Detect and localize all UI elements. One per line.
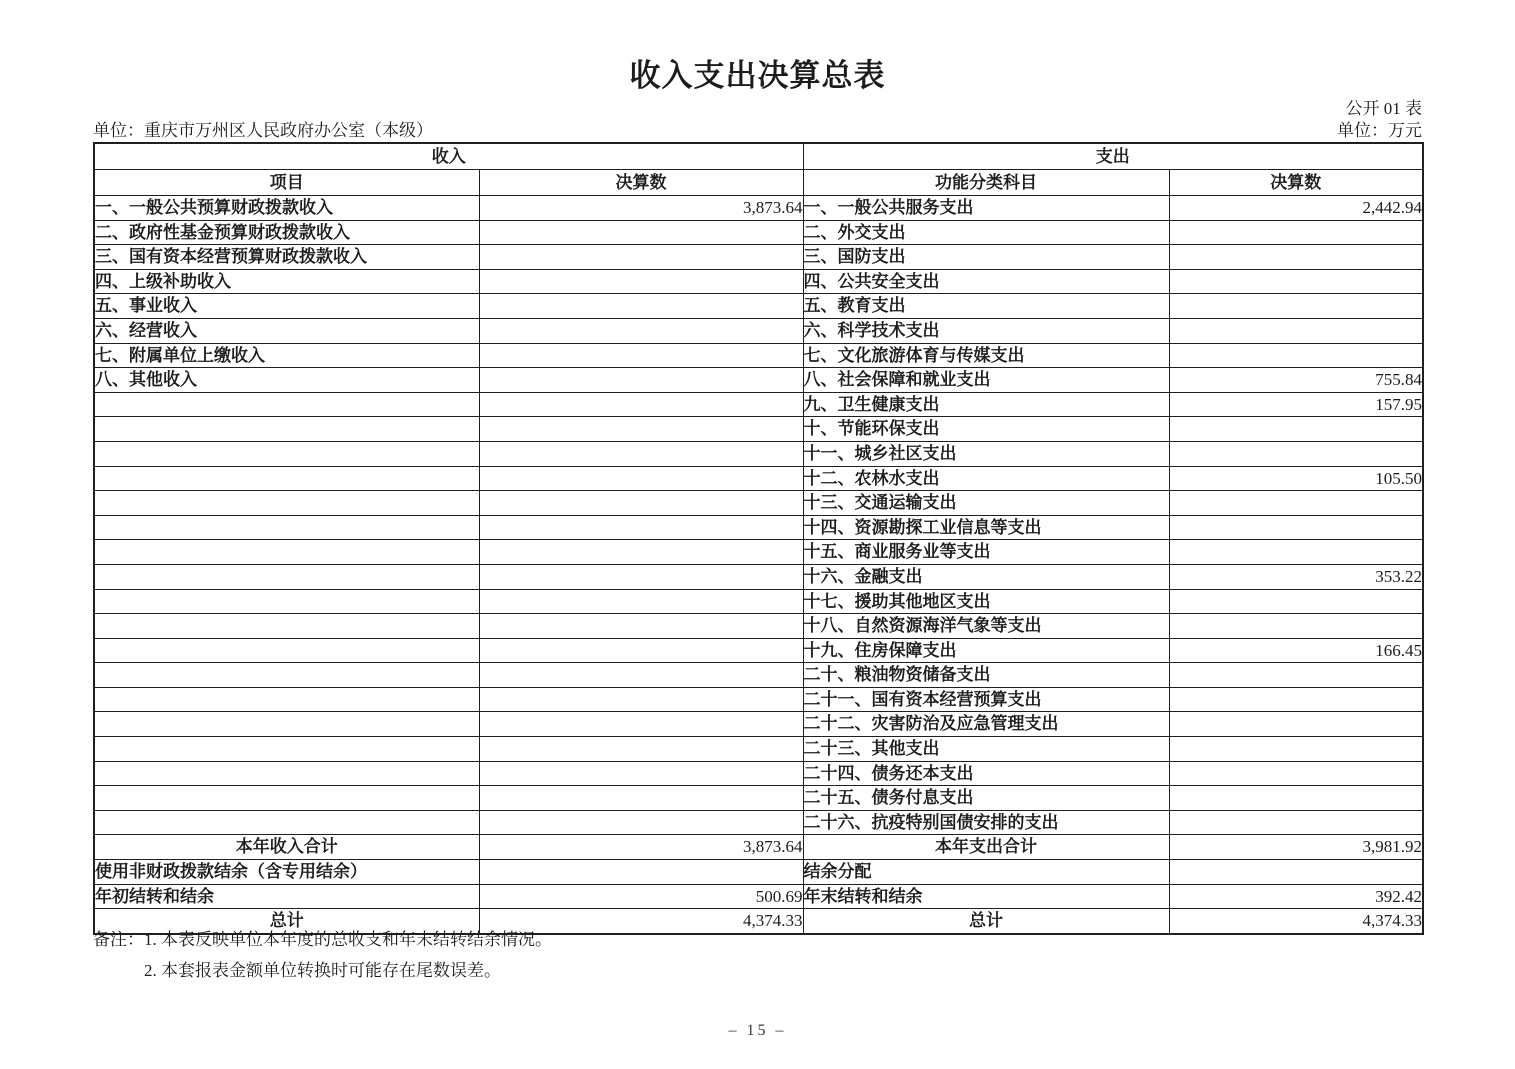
expense-item-value: [1169, 318, 1423, 343]
income-item-value: [479, 515, 803, 540]
expense-item-value: [1169, 786, 1423, 811]
expense-item-label: 二十一、国有资本经营预算支出: [803, 687, 1169, 712]
income-item-value: [479, 687, 803, 712]
table-row: [94, 860, 1423, 885]
income-item-label: [94, 564, 479, 589]
income-item-value: [479, 466, 803, 491]
table-row: [94, 417, 1423, 442]
notes-block: [93, 925, 552, 986]
income-item-label: [94, 441, 479, 466]
table-row: [94, 466, 1423, 491]
expense-section-header: 支出: [803, 143, 1423, 170]
income-item-value: [479, 269, 803, 294]
table-row: [94, 786, 1423, 811]
expense-item-label: 十一、城乡社区支出: [803, 441, 1169, 466]
income-item-label: 七、附属单位上缴收入: [94, 343, 479, 368]
expense-item-value: [1169, 589, 1423, 614]
expense-item-value: [1169, 417, 1423, 442]
income-section-header: 收入: [94, 143, 803, 170]
table-row: [94, 343, 1423, 368]
expense-item-label: 十八、自然资源海洋气象等支出: [803, 614, 1169, 639]
table-row: [94, 810, 1423, 835]
income-item-value: [479, 860, 803, 885]
income-item-label: [94, 663, 479, 688]
table-row: [94, 245, 1423, 270]
table-row: [94, 687, 1423, 712]
expense-item-value: [1169, 860, 1423, 885]
income-item-value: 3,873.64: [479, 835, 803, 860]
expense-item-label: 二十二、灾害防治及应急管理支出: [803, 712, 1169, 737]
income-item-value: 3,873.64: [479, 196, 803, 221]
expense-item-value: 3,981.92: [1169, 835, 1423, 860]
table-row: [94, 196, 1423, 221]
table-row: [94, 638, 1423, 663]
expense-item-value: [1169, 614, 1423, 639]
expense-item-label: 四、公共安全支出: [803, 269, 1169, 294]
table-row: [94, 441, 1423, 466]
income-item-value: [479, 589, 803, 614]
expense-item-value: [1169, 663, 1423, 688]
expense-item-value: 755.84: [1169, 368, 1423, 393]
expense-item-label: 二十、粮油物资储备支出: [803, 663, 1169, 688]
income-item-label: 三、国有资本经营预算财政拨款收入: [94, 245, 479, 270]
expense-item-value: 166.45: [1169, 638, 1423, 663]
table-code: 公开 01 表: [1345, 99, 1422, 118]
income-item-value: 500.69: [479, 884, 803, 909]
income-item-label: [94, 491, 479, 516]
income-item-value: [479, 638, 803, 663]
income-item-label: [94, 712, 479, 737]
income-item-label: 八、其他收入: [94, 368, 479, 393]
expense-item-value: [1169, 441, 1423, 466]
expense-item-label: 十二、农林水支出: [803, 466, 1169, 491]
table-row: [94, 318, 1423, 343]
column-header-row: [94, 170, 1423, 196]
expense-item-value: 4,374.33: [1169, 909, 1423, 934]
income-item-value: [479, 663, 803, 688]
expense-item-value: [1169, 761, 1423, 786]
income-item-value: [479, 737, 803, 762]
expense-item-label: 二十三、其他支出: [803, 737, 1169, 762]
income-item-label: 二、政府性基金预算财政拨款收入: [94, 220, 479, 245]
income-item-label: [94, 466, 479, 491]
income-item-label: 年初结转和结余: [94, 884, 479, 909]
table-row: [94, 294, 1423, 319]
section-header-row: [94, 143, 1423, 170]
note-line-2: 2. 本套报表金额单位转换时可能存在尾数误差。: [144, 960, 501, 980]
expense-item-label: 十三、交通运输支出: [803, 491, 1169, 516]
expense-item-label: 三、国防支出: [803, 245, 1169, 270]
expense-item-value: [1169, 269, 1423, 294]
income-item-label: 六、经营收入: [94, 318, 479, 343]
meta-row: [93, 116, 1422, 141]
table-row: [94, 491, 1423, 516]
income-item-value: [479, 368, 803, 393]
expense-item-value: 392.42: [1169, 884, 1423, 909]
expense-item-value: [1169, 245, 1423, 270]
expense-item-label: 二十四、债务还本支出: [803, 761, 1169, 786]
table-row: [94, 564, 1423, 589]
expense-item-label: 十六、金融支出: [803, 564, 1169, 589]
expense-item-value: 157.95: [1169, 392, 1423, 417]
income-item-value: [479, 491, 803, 516]
expense-item-label: 十九、住房保障支出: [803, 638, 1169, 663]
budget-table: [93, 142, 1424, 935]
col-header-function: 功能分类科目: [803, 170, 1169, 196]
income-item-label: [94, 392, 479, 417]
expense-item-value: [1169, 712, 1423, 737]
expense-item-value: [1169, 220, 1423, 245]
expense-item-value: [1169, 810, 1423, 835]
income-item-value: [479, 220, 803, 245]
currency-unit: 单位：万元: [1337, 121, 1422, 140]
expense-item-value: 353.22: [1169, 564, 1423, 589]
expense-item-label: 总计: [803, 909, 1169, 934]
table-row: [94, 220, 1423, 245]
expense-item-label: 结余分配: [803, 860, 1169, 885]
expense-item-value: [1169, 540, 1423, 565]
income-item-value: [479, 564, 803, 589]
income-item-value: [479, 761, 803, 786]
expense-item-label: 年末结转和结余: [803, 884, 1169, 909]
expense-item-value: 105.50: [1169, 466, 1423, 491]
income-item-label: [94, 687, 479, 712]
table-row: [94, 269, 1423, 294]
income-item-value: [479, 392, 803, 417]
page-number: – 15 –: [728, 1022, 787, 1039]
income-item-value: [479, 294, 803, 319]
expense-item-label: 二、外交支出: [803, 220, 1169, 245]
income-item-value: [479, 712, 803, 737]
income-item-label: [94, 810, 479, 835]
income-item-value: [479, 614, 803, 639]
income-item-label: [94, 589, 479, 614]
income-item-label: 总计: [94, 909, 479, 934]
expense-item-label: 十七、援助其他地区支出: [803, 589, 1169, 614]
expense-item-label: 本年支出合计: [803, 835, 1169, 860]
page-title: 收入支出决算总表: [629, 58, 886, 93]
note-line-1: 备注：1. 本表反映单位本年度的总收支和年末结转结余情况。: [93, 930, 552, 949]
table-row: [94, 663, 1423, 688]
income-item-label: [94, 786, 479, 811]
table-row: [94, 392, 1423, 417]
income-item-label: [94, 614, 479, 639]
income-item-label: [94, 737, 479, 762]
income-item-value: [479, 318, 803, 343]
income-item-label: [94, 761, 479, 786]
expense-item-label: 八、社会保障和就业支出: [803, 368, 1169, 393]
income-item-label: [94, 417, 479, 442]
income-item-value: [479, 786, 803, 811]
table-row: [94, 761, 1423, 786]
expense-item-value: [1169, 737, 1423, 762]
income-item-label: 使用非财政拨款结余（含专用结余）: [94, 860, 479, 885]
income-item-value: [479, 343, 803, 368]
expense-item-label: 九、卫生健康支出: [803, 392, 1169, 417]
table-row: [94, 884, 1423, 909]
expense-item-label: 十五、商业服务业等支出: [803, 540, 1169, 565]
income-item-value: [479, 245, 803, 270]
income-item-label: 五、事业收入: [94, 294, 479, 319]
expense-item-label: 二十六、抗疫特别国债安排的支出: [803, 810, 1169, 835]
table-row: [94, 737, 1423, 762]
income-item-label: [94, 515, 479, 540]
expense-item-value: [1169, 343, 1423, 368]
expense-item-label: 一、一般公共服务支出: [803, 196, 1169, 221]
expense-item-value: 2,442.94: [1169, 196, 1423, 221]
expense-item-label: 七、文化旅游体育与传媒支出: [803, 343, 1169, 368]
expense-item-label: 十四、资源勘探工业信息等支出: [803, 515, 1169, 540]
income-item-value: [479, 441, 803, 466]
expense-item-value: [1169, 687, 1423, 712]
unit-name: 单位：重庆市万州区人民政府办公室（本级）: [93, 121, 433, 140]
col-header-income-amount: 决算数: [479, 170, 803, 196]
income-item-value: [479, 810, 803, 835]
expense-item-value: [1169, 515, 1423, 540]
expense-item-label: 六、科学技术支出: [803, 318, 1169, 343]
income-item-label: [94, 540, 479, 565]
expense-item-value: [1169, 491, 1423, 516]
table-row: [94, 515, 1423, 540]
expense-item-value: [1169, 294, 1423, 319]
income-item-label: 一、一般公共预算财政拨款收入: [94, 196, 479, 221]
income-item-label: 本年收入合计: [94, 835, 479, 860]
table-row: [94, 589, 1423, 614]
table-row: [94, 712, 1423, 737]
col-header-expense-amount: 决算数: [1169, 170, 1423, 196]
income-item-value: [479, 540, 803, 565]
table-body: [94, 196, 1423, 934]
income-item-value: [479, 417, 803, 442]
table-row: [94, 368, 1423, 393]
col-header-item: 项目: [94, 170, 479, 196]
income-item-value: 4,374.33: [479, 909, 803, 934]
expense-item-label: 十、节能环保支出: [803, 417, 1169, 442]
table-row: [94, 540, 1423, 565]
table-row: [94, 614, 1423, 639]
expense-item-label: 二十五、债务付息支出: [803, 786, 1169, 811]
expense-item-label: 五、教育支出: [803, 294, 1169, 319]
income-item-label: 四、上级补助收入: [94, 269, 479, 294]
table-row: [94, 835, 1423, 860]
income-item-label: [94, 638, 479, 663]
